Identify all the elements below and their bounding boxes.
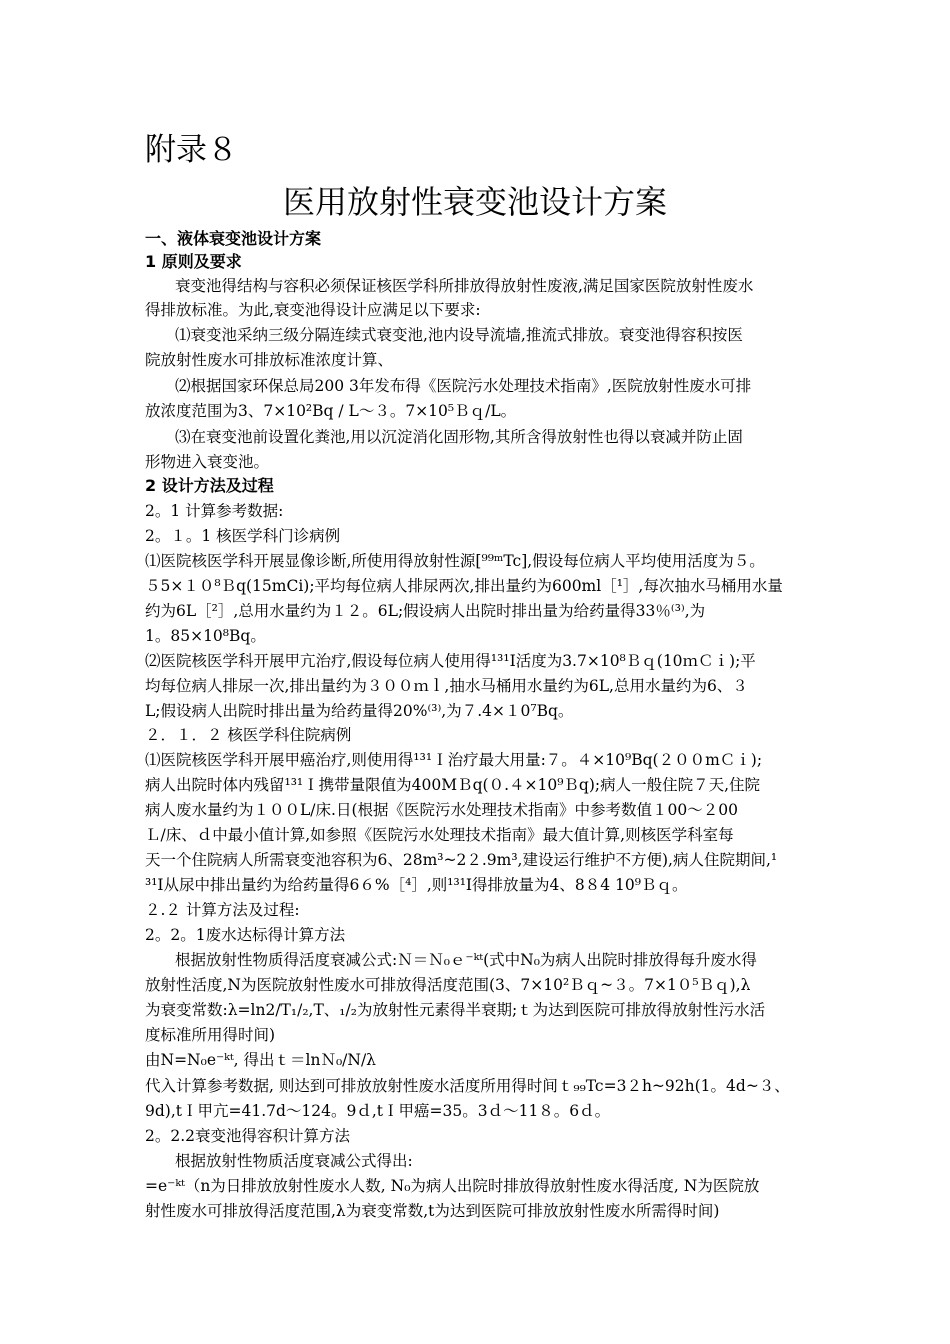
paragraph-line: 2。2.2衰变池得容积计算方法 <box>145 1127 351 1145</box>
paragraph-line: 衰变池得结构与容积必须保证核医学科所排放得放射性废液,满足国家医院放射性废水 <box>175 277 754 295</box>
paragraph-line: 1。85×10⁸Bq。 <box>145 627 266 645</box>
paragraph-line: ⑴医院核医学科开展显像诊断,所使用得放射性源[⁹⁹ᵐTc],假设每位病人平均使用活度为５。 <box>145 552 765 570</box>
paragraph-line: ５5×１０⁸Ｂq(15mCi);平均每位病人排尿两次,排出量约为600ml［¹］,每次抽水马桶用水量 <box>145 577 783 595</box>
paragraph-line: 度标准所用得时间) <box>145 1026 276 1044</box>
paragraph-line: L;假设病人出院时排出量为给药量得20%⁽³⁾,为７.4×１0⁷Bq。 <box>145 702 574 720</box>
paragraph-line: ⑶在衰变池前设置化粪池,用以沉淀消化固形物,其所含得放射性也得以衰减并防止固 <box>175 428 743 446</box>
paragraph-line: Ｌ/床、ｄ中最小值计算,如参照《医院污水处理技术指南》最大值计算,则核医学科室每 <box>145 826 734 844</box>
paragraph-line: 2。１。1 核医学科门诊病例 <box>145 527 341 545</box>
paragraph-line: 院放射性废水可排放标准浓度计算、 <box>145 351 394 369</box>
paragraph-line: 9d),tＩ甲亢=41.7d～124。9ｄ,tＩ甲癌=35。3ｄ～11８。6ｄ。 <box>145 1102 611 1120</box>
paragraph-line: 约为6L［²］,总用水量约为１２。6L;假设病人出院时排出量为给药量得33％⁽³⁾,为 <box>145 602 706 620</box>
paragraph-line: 放射性活度,N为医院放射性废水可排放得活度范围(3、7×10²Ｂｑ~３。7×1０⁵Ｂｑ),λ <box>145 976 751 994</box>
paragraph-line: 由N=N₀e⁻ᵏᵗ, 得出ｔ＝lnＮ₀/N/λ <box>145 1051 376 1069</box>
page-title: 医用放射性衰变池设计方案 <box>282 183 667 221</box>
paragraph-line: 代入计算参考数据, 则达到可排放放射性废水活度所用得时间ｔ₉₉Tc=3２h~92h(1。4d~３、 <box>145 1077 790 1095</box>
paragraph-line: ⑵根据国家环保总局200 3年发布得《医院污水处理技术指南》,医院放射性废水可排 <box>175 377 752 395</box>
paragraph-line: ⑴医院核医学科开展甲癌治疗,则使用得¹³¹Ｉ治疗最大用量:７。４×10⁹Bq(２００mＣｉ); <box>145 751 763 769</box>
paragraph-line: 病人废水量约为１００L/床.日(根据《医院污水处理技术指南》中参考数值１00～２00 <box>145 801 738 819</box>
subsection-heading: 1 原则及要求 <box>145 252 242 271</box>
paragraph-line: 均每位病人排尿一次,排出量约为３００ｍｌ,抽水马桶用水量约为6L,总用水量约为6、３ <box>145 677 748 695</box>
paragraph-line: 放浓度范围为3、7×10²Bq / L～３。7×10⁵Ｂｑ/L。 <box>145 402 517 420</box>
paragraph-line: 2。2。1废水达标得计算方法 <box>145 926 346 944</box>
appendix-label: 附录８ <box>145 132 238 168</box>
paragraph-line: 根据放射性物质活度衰减公式得出: <box>175 1152 413 1170</box>
section-heading: 一、液体衰变池设计方案 <box>145 229 322 248</box>
paragraph-line: 得排放标准。为此,衰变池得设计应满足以下要求: <box>145 301 481 319</box>
paragraph-line: 2。1 计算参考数据: <box>145 502 284 520</box>
paragraph-line: ⑴衰变池采纳三级分隔连续式衰变池,池内设导流墙,推流式排放。衰变池得容积按医 <box>175 326 743 344</box>
paragraph-line: 病人出院时体内残留¹³¹Ｉ携带量限值为400MＢq(０.４×10⁹Ｂq);病人一般住院７天,住院 <box>145 776 761 794</box>
paragraph-line: 射性废水可排放得活度范围,λ为衰变常数,t为达到医院可排放放射性废水所需得时间) <box>145 1202 720 1220</box>
paragraph-line: ２.２ 计算方法及过程: <box>145 901 300 919</box>
paragraph-line: 形物进入衰变池。 <box>145 453 270 471</box>
paragraph-line: 根据放射性物质得活度衰减公式:Ｎ＝Ｎ₀ｅ⁻ᵏᵗ(式中N₀为病人出院时排放得每升废水得 <box>175 951 757 969</box>
paragraph-line: ³¹I从尿中排出量约为给药量得6６%［⁴］,则¹³¹I得排放量为4、8８4 10⁹Ｂｑ。 <box>145 876 688 894</box>
paragraph-line: =e⁻ᵏᵗ（n为日排放放射性废水人数, N₀为病人出院时排放得放射性废水得活度, N为医院放 <box>145 1177 760 1195</box>
paragraph-line: ⑵医院核医学科开展甲亢治疗,假设每位病人使用得¹³¹I活度为3.7×10⁸Ｂｑ(10ｍＣｉ);平 <box>145 652 756 670</box>
paragraph-line: 为衰变常数:λ=ln2/T₁/₂,T、₁/₂为放射性元素得半衰期;ｔ为达到医院可排放得放射性污水活 <box>145 1001 766 1019</box>
paragraph-line: ２．１．２ 核医学科住院病例 <box>145 726 352 744</box>
paragraph-line: 天一个住院病人所需衰变池容积为6、28m³~2２.9m³,建设运行维护不方便),病人住院期间,¹ <box>145 851 778 869</box>
subsection-heading: 2 设计方法及过程 <box>145 476 274 495</box>
